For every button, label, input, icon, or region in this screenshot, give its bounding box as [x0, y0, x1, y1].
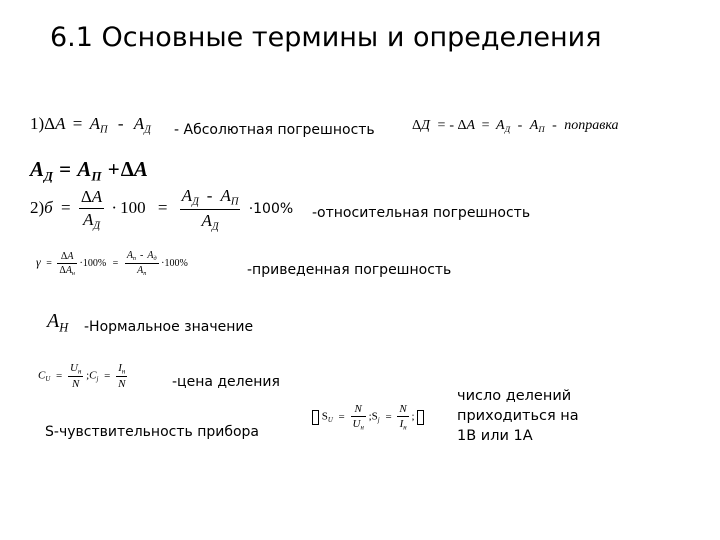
formula-sensitivity: $S_U$ = $\frac{N}{U_н}$ $;S_j$ = $\frac{N}{I_н}$ ;	[312, 403, 424, 431]
formula-number: 1)	[30, 114, 45, 133]
fraction-difference-over-actual: $\frac{A_Д - A_П}{A_Д}$	[181, 186, 239, 233]
label-division-value: -цена деления	[172, 374, 280, 390]
label-absolute-error: - Абсолютная погрешность	[174, 122, 375, 138]
formula-correction: ΔД = - $\Delta A = A_Д - A_П$ - поправка	[412, 118, 619, 135]
missing-glyph-box	[312, 410, 319, 425]
formula-normal-value: $A_Н$	[47, 310, 69, 335]
formula-absolute: $1)\Delta A = A_П - A_Д$	[30, 114, 151, 136]
page-title: 6.1 Основные термины и определения	[50, 22, 602, 53]
correction-word: поправка	[564, 118, 619, 133]
label-normal-value: -Нормальное значение	[84, 319, 254, 335]
note-divisions-per-unit: число делений приходиться на 1В или 1А	[457, 388, 579, 444]
label-relative-error: -относительная погрешность	[312, 205, 531, 221]
formula-actual-value: $A_Д = A_П +\Delta A$	[30, 157, 148, 184]
missing-glyph-box	[417, 410, 424, 425]
label-reduced-error: -приведенная погрешность	[247, 262, 452, 278]
formula-division-value: $C_U$ = $\frac{U_н}{N}$ $;C_j$ = $\frac{I_н}{N}$	[38, 362, 126, 391]
fraction-delta-over-actual: $\frac{\Delta A}{A_Д}$	[80, 186, 103, 232]
label-sensitivity: S-чувствительность прибора	[45, 424, 259, 440]
formula-number: 2)	[30, 198, 45, 218]
formula-reduced: γ = $\frac{\Delta A}{\Delta A_н}$ ·100% = $\frac{A_п - A_д}{A_п}$ ·100%	[36, 250, 188, 278]
formula-relative: 2)б = $\frac{\Delta A}{A_Д}$ · 100 = $\frac{A_Д - A_П}{A_Д}$ ·100%	[30, 186, 294, 233]
